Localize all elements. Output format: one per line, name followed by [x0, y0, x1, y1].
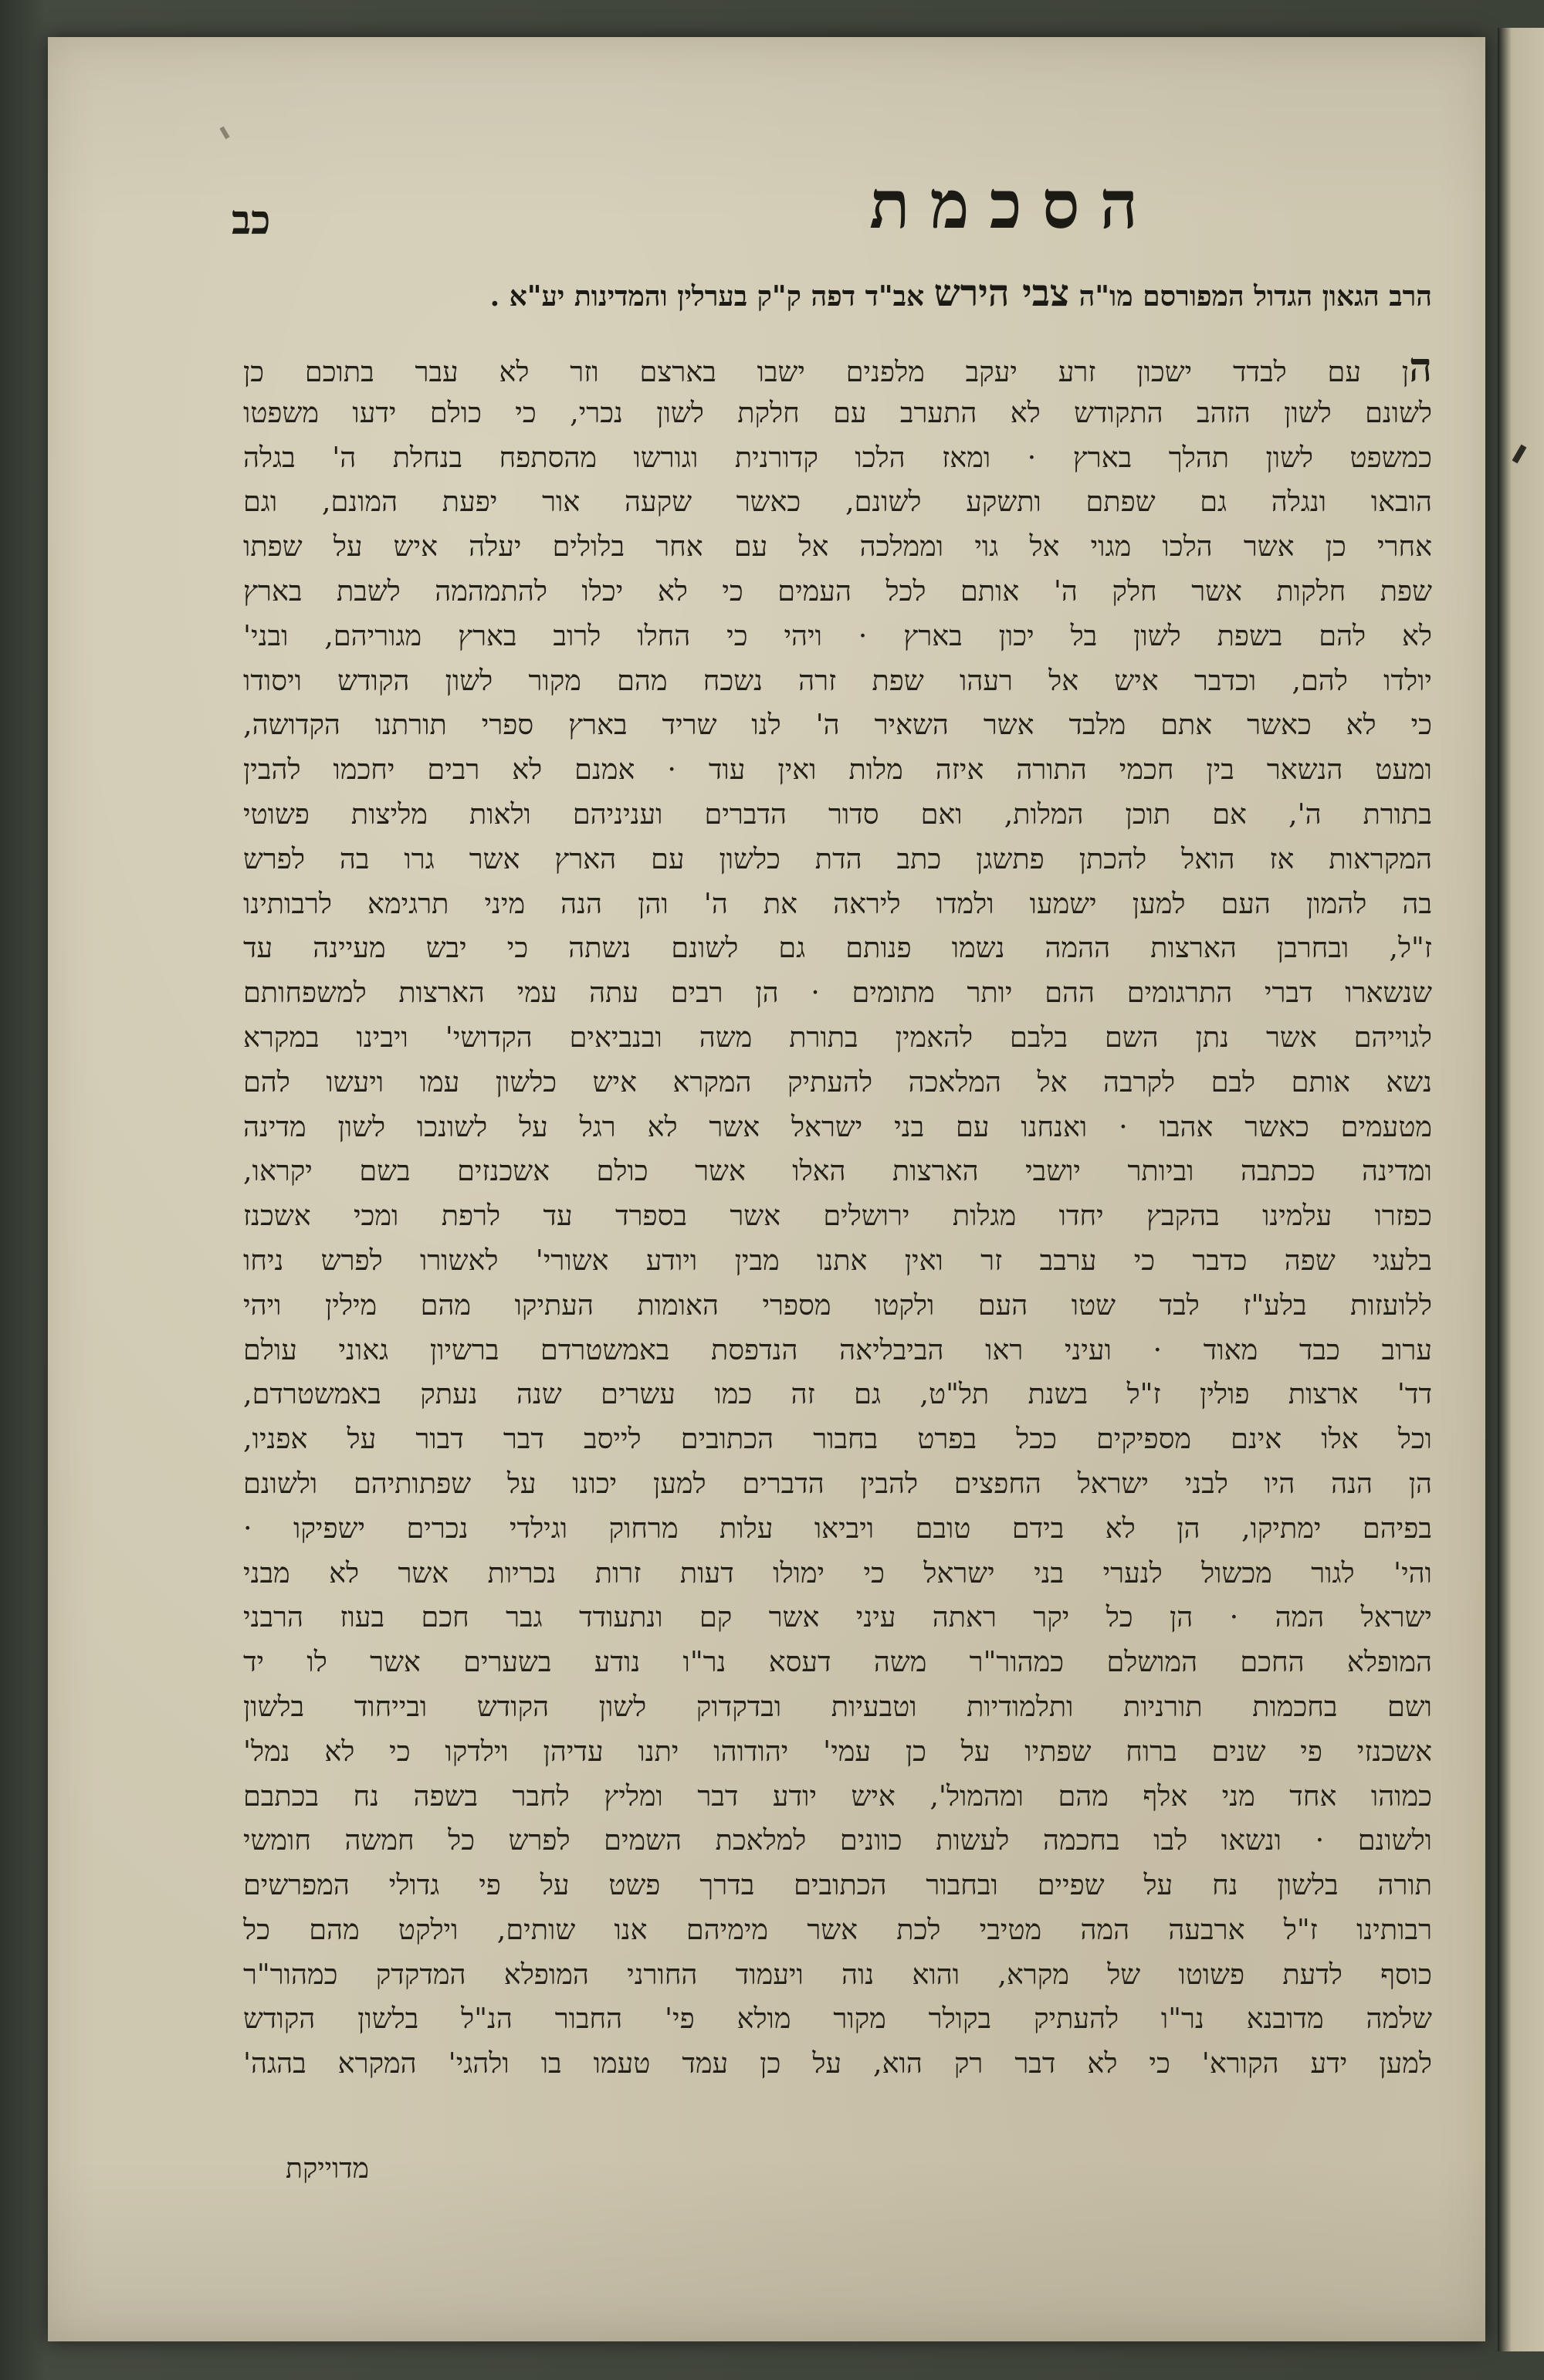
- text-line: וכל אלו אינם מספיקים ככל בפרט בחבור הכתובים לייסב דבר דבור על אפניו,: [243, 1422, 1432, 1456]
- text-line: למען ידע הקורא' כי לא דבר רק הוא, על כן עמד טעמו בו ולהגי' המקרא בהגה': [243, 2047, 1432, 2080]
- text-line: והי' לגור מכשול לנערי בני ישראל כי ימולו דעות זרות נכריות אשר לא מבני: [243, 1556, 1432, 1589]
- approbation-body: [243, 346, 1432, 2191]
- author-name: צבי הירש: [933, 272, 1070, 315]
- text-line: הן עם לבדד ישכון זרע יעקב מלפנים ישבו בארצם וזר לא עבר בתוכם כן: [243, 346, 1432, 391]
- author-position: אב"ד דפה ק"ק בערלין והמדינות יע"א .: [489, 280, 925, 313]
- page-number: כב: [232, 197, 271, 244]
- text-line: ושם בחכמות תורניות ותלמודיות וטבעיות ובדקדוק לשון הקודש ובייחוד בלשון: [243, 1689, 1432, 1723]
- text-line: המופלא החכם המושלם כמהור"ר משה דעסא נר"ו נודע בשערים אשר לו יד: [243, 1645, 1432, 1679]
- text-line: כפזרו עלמינו בהקבץ יחדו מגלות ירושלים אשר בספרד עד לרפת ומכי אשכנז: [243, 1199, 1432, 1233]
- text-line: כוסף לדעת פשוטו של מקרא, והוא נוה ויעמוד החורני המופלא המדקדק כמהור"ר: [243, 1957, 1432, 1991]
- text-line: הן הנה היו לבני ישראל החפצים להבין הדברים למען יכונו על שפתותיהם ולשונם: [243, 1466, 1432, 1500]
- text-line: לא להם בשפת לשון בל יכון בארץ · ויהי כי החלו לרוב בארץ מגוריהם, ובני': [243, 618, 1432, 652]
- text-line: כי לא כאשר אתם מלבד אשר השאיר ה' לנו שריד בארץ ספרי תורתנו הקדושה,: [243, 708, 1432, 742]
- text-line: לגוייהם אשר נתן השם בלבם להאמין בתורת משה ובנביאים הקדושי' ויבינו במקרא: [243, 1020, 1432, 1054]
- text-line: אחרי כן אשר הלכו מגוי אל גוי וממלכה אל עם אחר בלולים יעלה איש על שפתו: [243, 530, 1432, 564]
- text-line: כמוהו אחד מני אלף מהם ומהמול', איש יודע דבר ומליץ לחבר בשפה נח בכתבם: [243, 1779, 1432, 1813]
- text-line: שלמה מדובנא נר"ו להעתיק בקולר מקור מולא פי' החבור הנ"ל בלשון הקודש: [243, 2002, 1432, 2036]
- text-line: שפת חלקות אשר חלק ה' אותם לכל העמים כי לא יכלו להתמהמה לשבת בארץ: [243, 574, 1432, 608]
- text-line: בתורת ה', אם תוכן המלות, ואם סדור הדברים ועניניהם ולאות מליצות פשוטי: [243, 797, 1432, 831]
- text-line: ומדינה ככתבה וביותר יושבי הארצות האלו אשר כולם אשכנזים בשם יקראו,: [243, 1154, 1432, 1188]
- text-line: בלעגי שפה כדבר כי ערבב זר ואין אתנו מבין ויודע אשורי' לאשורו לפרש ניחו: [243, 1243, 1432, 1277]
- text-line: ישראל המה · הן כל יקר ראתה עיני אשר קם ונתעודד גבר חכם בעוז הרבני: [243, 1600, 1432, 1634]
- catchword: מדוייקת: [286, 2153, 369, 2185]
- author-title: הרב הגאון הגדול המפורסם מו"ה: [1078, 280, 1432, 313]
- text-line: שנשארו דברי התרגומים ההם יותר מתומים · הן רבים עתה עמי הארצות למשפחותם: [243, 976, 1432, 1010]
- text-line: ז"ל, ובחרבן הארצות ההמה נשמו פנותם גם לשונם נשתה כי יבש מעיינה עד: [243, 931, 1432, 965]
- text-line: ולשונם · ונשאו לבו בחכמה לעשות כוונים למלאכת השמים לפרש כל חמשה חומשי: [243, 1823, 1432, 1857]
- text-line: לשונם לשון הזהב התקודש לא התערב עם חלקת לשון נכרי, כי כולם ידעו משפטו: [243, 395, 1432, 429]
- next-page-edge: [1498, 28, 1544, 2351]
- text-line: כמשפט לשון תהלך בארץ · ומאז הלכו קדורנית וגורשו מהסתפח בנחלת ה' בגלה: [243, 440, 1432, 474]
- approbation-author-line: [243, 274, 1432, 316]
- text-line: רבותינו ז"ל ארבעה המה מטיבי לכת אשר מימיהם אנו שותים, וילקט מהם כל: [243, 1912, 1432, 1946]
- text-line: ומעט הנשאר בין חכמי התורה איזה מלות ואין עוד · אמנם לא רבים יחכמו להבין: [243, 753, 1432, 787]
- text-line: ללועזות בלע"ז לבד שטו העם ולקטו מספרי האומות העתיקו מהם מילין ויהי: [243, 1288, 1432, 1322]
- text-line: ערוב כבד מאוד · ועיני ראו הביבליאה הנדפסת באמשטרדם ברשיון גאוני עולם: [243, 1332, 1432, 1366]
- text-line: יולדו להם, וכדבר איש אל רעהו שפת זרה נשכח מהם מקור לשון הקודש ויסודו: [243, 663, 1432, 697]
- text-line: נשא אותם לבם לקרבה אל המלאכה להעתיק המקרא איש כלשון עמו ויעשו להם: [243, 1065, 1432, 1099]
- text-line: תורה בלשון נח על שפיים ובחבור הכתובים בדרך פשט על פי גדולי המפרשים: [243, 1868, 1432, 1902]
- text-line: בה להמון העם למען ישמעו ולמדו ליראה את ה' והן הנה מיני תרגימא לרבותינו: [243, 886, 1432, 920]
- text-line: הובאו ונגלה גם שפתם ותשקע לשונם, כאשר שקעה אור יפעת המונם, וגם: [243, 485, 1432, 519]
- text-line: אשכנזי פי שנים ברוח שפתיו על כן עמי' יהודוהו יתנו עדיהן וילדקו כי לא נמל': [243, 1734, 1432, 1768]
- page-edge-mark: [1512, 445, 1527, 464]
- text-line: בפיהם ימתיקו, הן לא בידם טובם ויביאו עלות מרחוק וגילדי נכרים ישפיקו ·: [243, 1511, 1432, 1545]
- text-line: המקראות אז הואל להכתן פתשגן כתב הדת כלשון עם הארץ אשר גרו בה לפרש: [243, 841, 1432, 875]
- ink-smudge: [219, 127, 229, 140]
- text-line: מטעמים כאשר אהבו · ואנחנו עם בני ישראל אשר לא רגל על לשונכו לשון מדינה: [243, 1109, 1432, 1143]
- running-head: הסכמת: [869, 166, 1158, 244]
- text-line: דד' ארצות פולין ז"ל בשנת תל"ט, גם זה כמו עשרים שנה נעתק באמשטרדם,: [243, 1377, 1432, 1411]
- page-header: [232, 166, 1413, 266]
